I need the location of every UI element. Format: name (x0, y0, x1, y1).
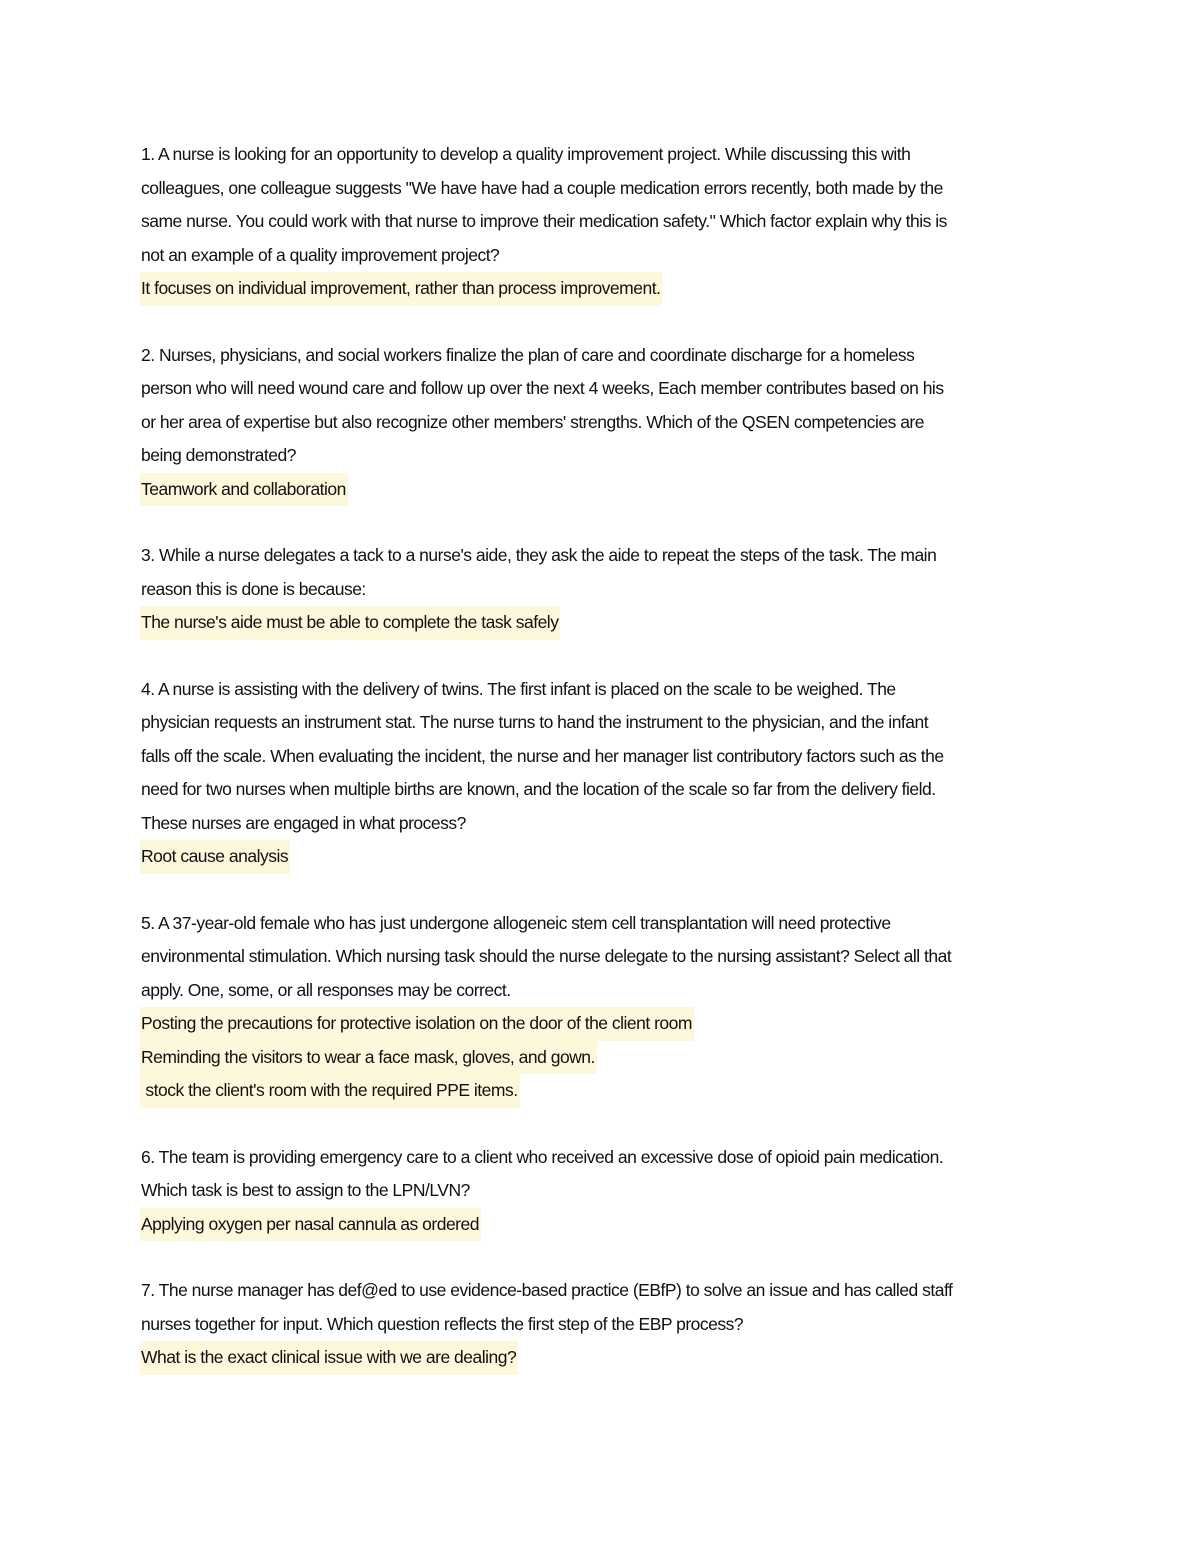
question-text-line: apply. One, some, or all responses may be correct. (141, 979, 511, 1000)
highlighted-answer: Applying oxygen per nasal cannula as ordered (140, 1208, 481, 1242)
question-text-line: colleagues, one colleague suggests "We have have had a couple medication errors recently, both made by the (141, 177, 943, 198)
question-5 (141, 907, 1071, 1108)
question-text-line: 5. A 37-year-old female who has just undergone allogeneic stem cell transplantation will need protective (141, 912, 891, 933)
highlighted-answer: It focuses on individual improvement, rather than process improvement. (140, 272, 662, 306)
highlighted-answer: Teamwork and collaboration (140, 473, 348, 507)
highlighted-answer: Posting the precautions for protective isolation on the door of the client room (140, 1007, 694, 1041)
question-text-line: person who will need wound care and follow up over the next 4 weeks, Each member contributes based on his (141, 378, 944, 398)
question-text-line: 6. The team is providing emergency care to a client who received an excessive dose of opioid pain medication. (141, 1146, 944, 1167)
question-text-line: physician requests an instrument stat. The nurse turns to hand the instrument to the physician, and the infant (141, 712, 929, 732)
question-text-line: not an example of a quality improvement project? (141, 244, 500, 265)
question-text-line: 7. The nurse manager has def@ed to use evidence-based practice (EBfP) to solve an issue and has called staff (141, 1280, 953, 1300)
question-text-line: being demonstrated? (141, 445, 296, 465)
question-text-line: 3. While a nurse delegates a tack to a nurse's aide, they ask the aide to repeat the steps of the task. The main (141, 545, 937, 565)
highlighted-answer: What is the exact clinical issue with we are dealing? (140, 1341, 518, 1375)
question-text-line: These nurses are engaged in what process? (141, 812, 466, 833)
question-text-line: nurses together for input. Which question reflects the first step of the EBP process? (141, 1313, 744, 1334)
question-4 (141, 673, 1071, 874)
highlighted-answer: stock the client's room with the required PPE items. (140, 1074, 520, 1108)
question-text-line: or her area of expertise but also recognize other members' strengths. Which of the QSEN competencies are (141, 411, 924, 432)
question-text-line: 1. A nurse is looking for an opportunity to develop a quality improvement project. While discussing this with (141, 144, 911, 164)
question-text-line: same nurse. You could work with that nurse to improve their medication safety." Which factor explain why this is (141, 211, 947, 231)
question-text-line: environmental stimulation. Which nursing task should the nurse delegate to the nursing assistant? Select all that (141, 946, 952, 966)
question-text-line: 4. A nurse is assisting with the delivery of twins. The first infant is placed on the scale to be weighed. The (141, 678, 896, 699)
document-page (141, 138, 1071, 1408)
question-text-line: falls off the scale. When evaluating the incident, the nurse and her manager list contributory factors such as the (141, 745, 944, 766)
question-1 (141, 138, 1071, 306)
question-text-line: 2. Nurses, physicians, and social workers finalize the plan of care and coordinate discharge for a homeless (141, 344, 915, 365)
question-7 (141, 1274, 1071, 1375)
question-6 (141, 1141, 1071, 1242)
highlighted-answer: The nurse's aide must be able to complete the task safely (140, 606, 560, 640)
highlighted-answer: Reminding the visitors to wear a face mask, gloves, and gown. (140, 1041, 597, 1075)
question-text-line: need for two nurses when multiple births are known, and the location of the scale so far from the delivery field. (141, 779, 936, 799)
highlighted-answer: Root cause analysis (140, 840, 290, 874)
question-2 (141, 339, 1071, 507)
question-text-line: reason this is done is because: (141, 578, 366, 599)
question-text-line: Which task is best to assign to the LPN/LVN? (141, 1180, 470, 1200)
question-3 (141, 539, 1071, 640)
